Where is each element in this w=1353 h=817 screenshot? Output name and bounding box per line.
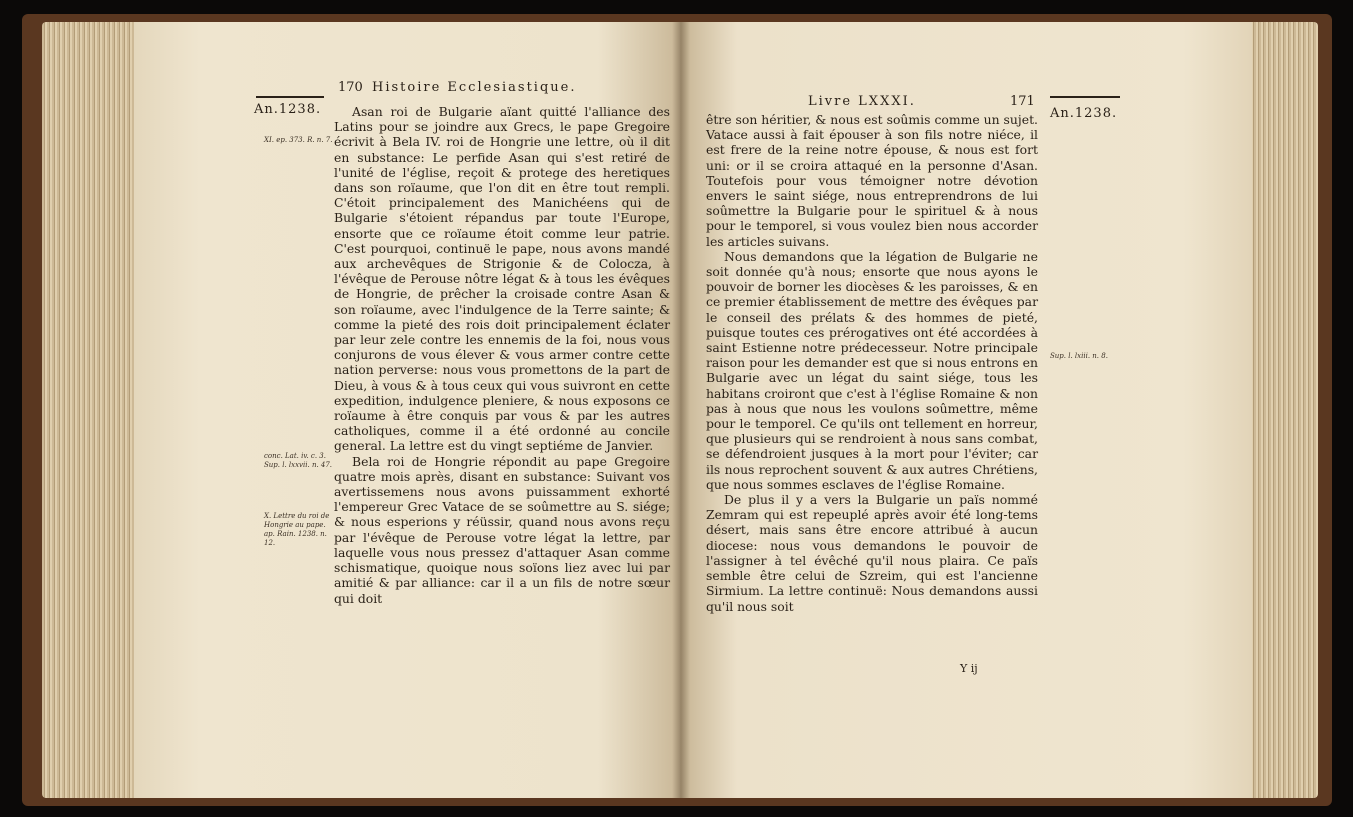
paragraph: Asan roi de Bulgarie aïant quitté l'alliance des Latins pour se joindre aux Grecs, le pape Gregoire écrivit à Bela IV. roi de Hongrie une lettre, où il dit en substance: Le perfide Asan qui s'est retiré de l'unité de l'église, reçoit & protege des heretiques dans son roïaume, que l'on dit en être tout rempli. C'étoit principalement des Manichéens qui de Bulgarie s'étoient répandus par toute l'Europe, ensorte que ce roïaume étoit comme leur patrie. C'est pourquoi, continuë le pape, nous avons mandé aux archevêques de Strigonie & de Colocza, à l'évêque de Perouse nôtre légat & à tous les évêques de Hongrie, de prêcher la croisade contre Asan & son roïaume, avec l'indulgence de la Terre sainte; & comme la pieté des rois doit principalement éclater par leur zele contre les ennemis de la foi, nous vous conjurons de vous élever & vous armer contre cette nation perverse: nous vous promettons de la part de Dieu, à vous & à tous ceux qui vous suivront en cette expedition, indulgence pleniere, & nous exposons ce roïaume à être conquis par vous & par les autres catholiques, comme il a été ordonné au concile general. La lettre est du vingt septiéme de Janvier. xyxy=(334,104,670,454)
signature-mark: Y ij xyxy=(960,662,978,675)
page-edges-right xyxy=(1246,22,1318,798)
margin-note: X. Lettre du roi de Hongrie au pape. ap. Rain. 1238. n. 12. xyxy=(264,512,330,547)
paragraph: De plus il y a vers la Bulgarie un païs nommé Zemram qui est repeuplé après avoir été long-tems désert, mais sans être encore attribué à aucun diocese: nous vous demandons le pouvoir de l'assigner à tel évêché qu'il nous plaira. Ce païs semble être celui de Szreim, qui est l'ancienne Sirmium. La lettre continuë: Nous demandons aussi qu'il nous soit xyxy=(706,492,1038,614)
body-text xyxy=(706,112,1038,614)
running-header: Histoire Ecclesiastique. xyxy=(372,80,577,95)
year-rule xyxy=(256,96,324,98)
page-number: 170 xyxy=(338,80,363,95)
year-tag: An.1238. xyxy=(254,102,322,117)
year-rule xyxy=(1050,96,1120,98)
page-edges-left xyxy=(42,22,142,798)
book-gutter xyxy=(672,22,690,798)
year-tag: An.1238. xyxy=(1050,106,1118,121)
page-number: 171 xyxy=(1010,94,1035,109)
paragraph: Nous demandons que la légation de Bulgarie ne soit donnée qu'à nous; ensorte que nous ayons le pouvoir de borner les diocèses & les paroisses, & en ce premier établissement de mettre des évêques par le conseil des prélats & des hommes de pieté, puisque toutes ces prérogatives ont été accordées à saint Estienne notre prédecesseur. Notre principale raison pour les demander est que si nous entrons en Bulgarie avec un légat du saint siége, tous les habitans croiront que c'est à l'église Romaine & non pas à nous que nous les voulons soûmettre, même pour le temporel. Ce qu'ils ont tellement en horreur, que plusieurs qui se rendroient à nous sans combat, se défendroient jusques à la mort pour l'éviter; car ils nous reprochent souvent & aux autres Chrétiens, que nous sommes esclaves de l'église Romaine. xyxy=(706,248,1038,492)
margin-note: conc. Lat. iv. c. 3. Sup. l. lxxvii. n. 47. xyxy=(264,452,333,469)
running-header: Livre LXXXI. xyxy=(808,94,916,109)
margin-note: XI. ep. 373. R. n. 7. xyxy=(264,136,333,144)
left-page xyxy=(134,22,680,798)
paragraph: Bela roi de Hongrie répondit au pape Gregoire quatre mois après, disant en substance: Suivant vos avertissemens nous avons puissamment exhorté l'empereur Grec Vatace de se soûmettre au S. siége; & nous esperions y réüssir, quand nous avons reçu par l'évêque de Perouse votre légat la lettre, par laquelle vous nous pressez d'attaquer Asan comme schismatique, quoique nous soïons liez avec lui par amitié & par alliance: car il a un fils de notre sœur qui doit xyxy=(334,453,670,606)
paragraph: être son héritier, & nous est soûmis comme un sujet. Vatace aussi à fait épouser à son fils notre niéce, il est frere de la reine notre épouse, & nous est fort uni: or il se croira attaqué en la personne d'Asan. Toutefois pour vous témoigner notre dévotion envers le saint siége, nous entreprendrons de lui soûmettre la Bulgarie pour le spirituel & à nous pour le temporel, si vous voulez bien nous accorder les articles suivans. xyxy=(706,112,1038,249)
margin-note: Sup. l. lxiii. n. 8. xyxy=(1050,352,1108,360)
right-page xyxy=(680,22,1252,798)
body-text xyxy=(334,104,670,606)
